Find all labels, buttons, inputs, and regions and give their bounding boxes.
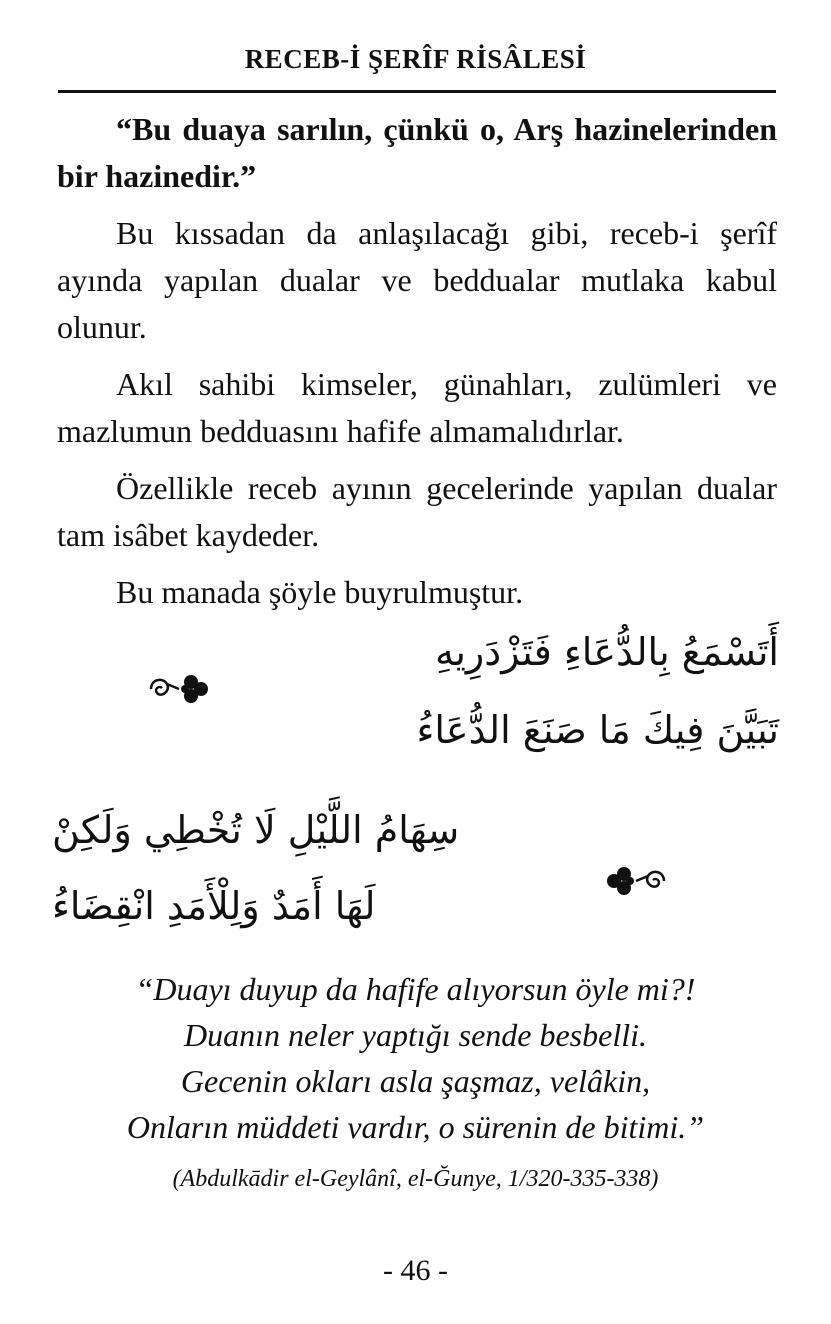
floral-ornament-icon [147,672,209,706]
arabic-verse-1-line-1: أَتَسْمَعُ بِالدُّعَاءِ فَتَزْدَرِيهِ [434,630,779,674]
floral-ornament-icon [606,864,668,898]
arabic-verse-2-line-2: لَهَا أَمَدٌ وَلِلْأَمَدِ انْقِضَاءُ [52,884,376,928]
body-text [57,106,777,616]
page-number: - 46 - [383,1254,448,1287]
poem-line: Gecenin okları asla şaşmaz, velâkin, [180,1063,651,1099]
source-citation: (Abdulkādir el-Geylânî, el-Ğunye, 1/320-335-338) [172,1166,659,1192]
poem-line: Duanın neler yaptığı sende besbelli. [183,1017,647,1053]
paragraph: Bu kıssadan da anlaşılacağı gibi, receb-i şerîf ayında yapılan dualar ve beddualar mutlaka kabul olunur. [57,215,777,345]
paragraph: Özellikle receb ayının gecelerinde yapılan dualar tam isâbet kaydeder. [57,470,777,553]
poem-line: “Duayı duyup da hafife alıyorsun öyle mi?! [135,971,696,1007]
header-rule [58,90,776,93]
poem-translation [0,966,831,1150]
poem-line: Onların müddeti vardır, o sürenin de bitimi.” [126,1109,705,1145]
running-header: RECEB-İ ŞERÎF RİSÂLESİ [244,44,587,74]
arabic-verse-2-line-1: سِهَامُ اللَّيْلِ لَا تُخْطِي وَلَكِنْ [52,808,460,852]
quote-paragraph: “Bu duaya sarılın, çünkü o, Arş hazinelerinden bir hazinedir.” [57,111,777,194]
paragraph: Akıl sahibi kimseler, günahları, zulümleri ve mazlumun bedduasını hafife almamalıdırlar. [57,366,777,449]
arabic-verse-1-line-2: تَبَيَّنَ فِيكَ مَا صَنَعَ الدُّعَاءُ [416,708,779,752]
paragraph: Bu manada şöyle buyrulmuştur. [116,574,524,610]
